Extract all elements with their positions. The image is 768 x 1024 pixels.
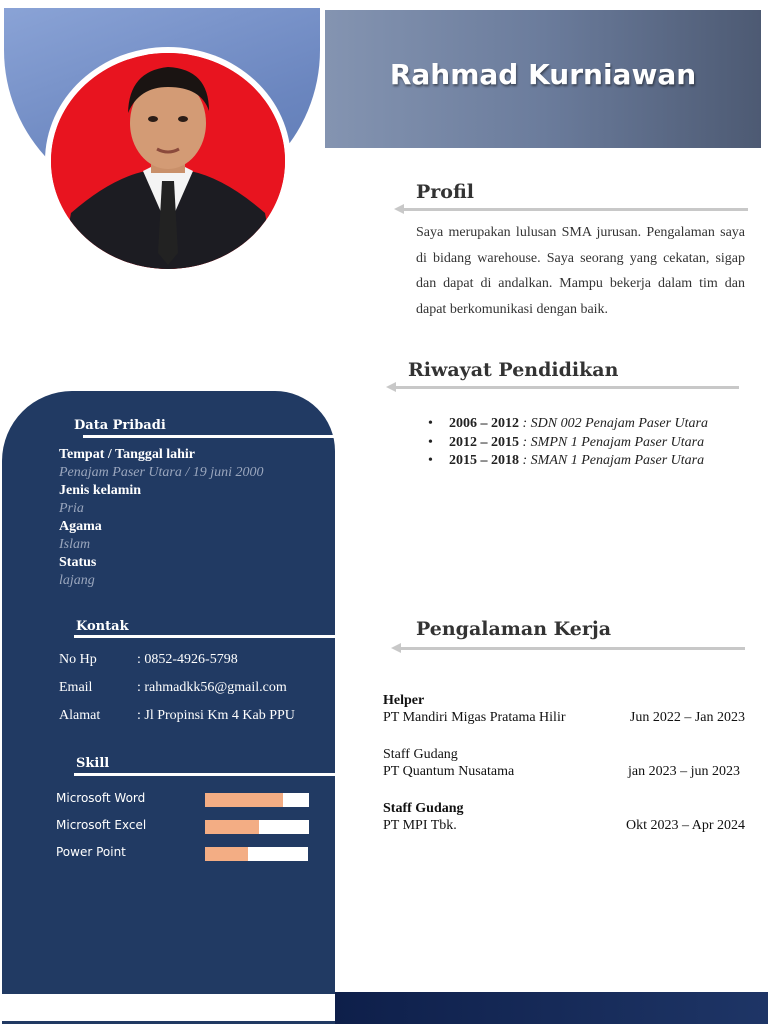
skill-fill (205, 820, 259, 834)
skill-row (56, 845, 310, 859)
profile-heading: Profil (416, 181, 475, 203)
skill-row (56, 791, 310, 805)
contact-divider (74, 635, 335, 638)
skill-fill (205, 793, 283, 807)
education-school: : SMPN 1 Penajam Paser Utara (519, 434, 705, 450)
contact-phone-row (59, 652, 238, 668)
job-entry (383, 746, 745, 780)
personal-heading: Data Pribadi (74, 418, 166, 433)
job-role: Staff Gudang (383, 801, 464, 816)
education-years: 2012 – 2015 (449, 434, 519, 450)
education-school: : SDN 002 Penajam Paser Utara (519, 416, 708, 431)
job-role: Staff Gudang (383, 747, 458, 762)
job-company: PT MPI Tbk. (383, 818, 457, 833)
contact-value: : 0852-4926-5798 (137, 652, 238, 667)
job-entry (383, 800, 745, 834)
experience-arrow-divider (401, 647, 745, 650)
education-item (428, 452, 728, 471)
profile-text: Saya merupakan lulusan SMA jurusan. Pengalaman saya di bidang warehouse. Saya seorang yang cekatan, sigap dan dapat di andalkan. Mampu bekerja dalam tim dan dapat berkomunikasi dengan baik. (416, 225, 745, 317)
personal-label: Tempat / Tanggal lahir (59, 447, 196, 462)
education-arrow-divider (396, 386, 739, 389)
skill-row (56, 818, 310, 832)
person-portrait-icon (51, 53, 285, 269)
contact-value: : rahmadkk56@gmail.com (137, 680, 287, 695)
personal-value: lajang (59, 573, 95, 588)
education-school: : SMAN 1 Penajam Paser Utara (519, 453, 705, 468)
job-period: Jun 2022 – Jan 2023 (629, 710, 745, 725)
education-item (428, 434, 728, 453)
job-period: Okt 2023 – Apr 2024 (626, 818, 745, 833)
name-header-band (325, 10, 761, 148)
contact-key: Alamat (59, 708, 101, 723)
profile-photo-frame (45, 47, 291, 275)
personal-label: Agama (59, 519, 102, 534)
job-role: Helper (383, 693, 425, 708)
profile-arrow-divider (404, 208, 748, 211)
contact-key: Email (59, 680, 93, 695)
skill-bar (205, 793, 309, 807)
contact-value: : Jl Propinsi Km 4 Kab PPU (137, 708, 295, 723)
contact-address-row (59, 708, 295, 724)
education-years: 2015 – 2018 (449, 453, 519, 468)
skill-divider (74, 773, 335, 776)
job-company: PT Mandiri Migas Pratama Hilir (383, 710, 566, 725)
profile-photo (51, 53, 285, 269)
education-years: 2006 – 2012 (449, 416, 519, 431)
skill-name: Microsoft Excel (56, 818, 147, 832)
skill-fill (205, 847, 248, 861)
education-item (428, 415, 728, 434)
personal-divider (83, 435, 335, 438)
job-company: PT Quantum Nusatama (383, 764, 515, 779)
contact-heading: Kontak (76, 619, 129, 634)
skill-name: Microsoft Word (56, 791, 146, 805)
personal-value: Islam (59, 537, 91, 552)
personal-value: Pria (59, 501, 84, 516)
experience-heading: Pengalaman Kerja (416, 618, 612, 640)
skill-bar (205, 820, 309, 834)
bottom-decor-band (335, 992, 768, 1024)
education-list (428, 415, 728, 471)
skill-name: Power Point (56, 845, 126, 859)
personal-label: Status (59, 555, 97, 570)
job-period: jan 2023 – jun 2023 (628, 764, 740, 779)
left-info-panel (2, 391, 335, 994)
personal-value: Penajam Paser Utara / 19 juni 2000 (59, 465, 264, 480)
skill-bar (205, 847, 308, 861)
personal-label: Jenis kelamin (59, 483, 142, 498)
job-entry (383, 692, 745, 726)
contact-key: No Hp (59, 652, 97, 667)
education-heading: Riwayat Pendidikan (408, 359, 619, 381)
contact-email-row (59, 680, 287, 696)
candidate-name: Rahmad Kurniawan (389, 58, 697, 91)
skill-heading: Skill (76, 756, 110, 771)
